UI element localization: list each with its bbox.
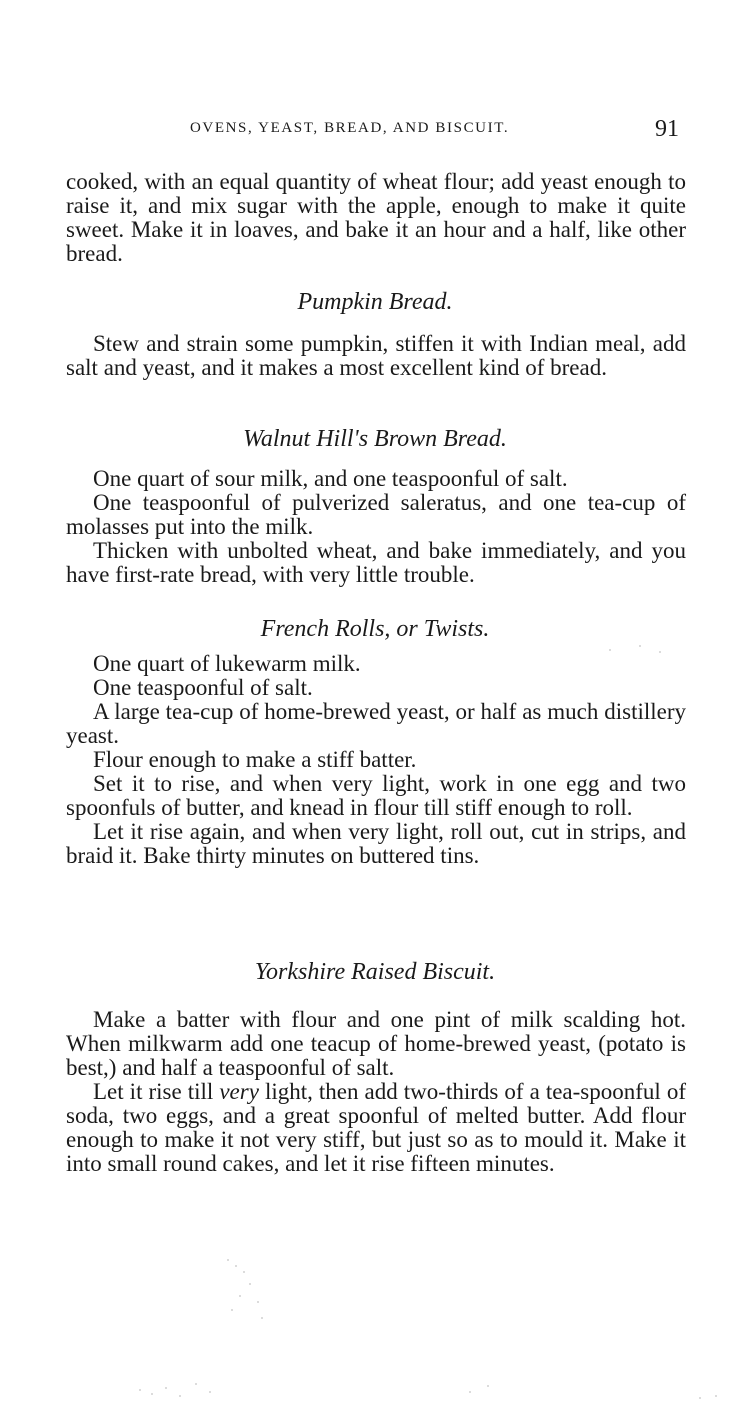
recipe-paragraph: Make a batter with flour and one pint of milk scalding hot. When milkwarm add one teacup of home-brewed yeast, (potato is best,) and half a teaspoonful of salt. [66, 1007, 686, 1080]
recipe-line: One teaspoonful of pulverized saleratus, and one tea-cup of molasses put into the milk. [66, 490, 686, 539]
continued-paragraph: cooked, with an equal quantity of wheat flour; add yeast enough to raise it, and mix sugar with the apple, enough to make it quite sweet. Make it in loaves, and bake it an hour and a half, like other bread. [66, 169, 686, 266]
running-title: OVENS, YEAST, BREAD, AND BISCUIT. [190, 120, 510, 136]
pumpkin-bread-paragraph: Stew and strain some pumpkin, stiffen it with Indian meal, add salt and yeast, and it makes a most excellent kind of bread. [66, 331, 686, 380]
emphasis-text: very [219, 1079, 259, 1104]
recipe-line: Thicken with unbolted wheat, and bake immediately, and you have first-rate bread, with very little trouble. [66, 538, 686, 587]
french-rolls-heading: French Rolls, or Twists. [260, 616, 490, 642]
recipe-line: One teaspoonful of salt. [93, 675, 313, 700]
recipe-text: Let it rise till [93, 1079, 220, 1104]
walnut-hill-heading: Walnut Hill's Brown Bread. [243, 426, 507, 452]
recipe-line: A large tea-cup of home-brewed yeast, or half as much distillery yeast. [66, 699, 686, 748]
page-number: 91 [655, 116, 679, 142]
recipe-line: One quart of lukewarm milk. [93, 651, 361, 676]
pumpkin-bread-heading: Pumpkin Bread. [297, 289, 453, 315]
recipe-line: Set it to rise, and when very light, work in one egg and two spoonfuls of butter, and knead in flour till stiff enough to roll. [66, 771, 686, 820]
recipe-line: Let it rise again, and when very light, roll out, cut in strips, and braid it. Bake thirty minutes on buttered tins. [66, 819, 686, 868]
recipe-text: light, then add two-thirds of a tea-spoonful of soda, two eggs, and a great spoonful of melted butter. Add flour enough to make it not very stiff, but just so as to mould it. Make it into small round cakes, and let it rise fifteen minutes. [66, 1079, 686, 1176]
recipe-line: One quart of sour milk, and one teaspoonful of salt. [93, 466, 568, 491]
yorkshire-heading: Yorkshire Raised Biscuit. [254, 959, 496, 985]
recipe-line: Flour enough to make a stiff batter. [93, 747, 417, 772]
